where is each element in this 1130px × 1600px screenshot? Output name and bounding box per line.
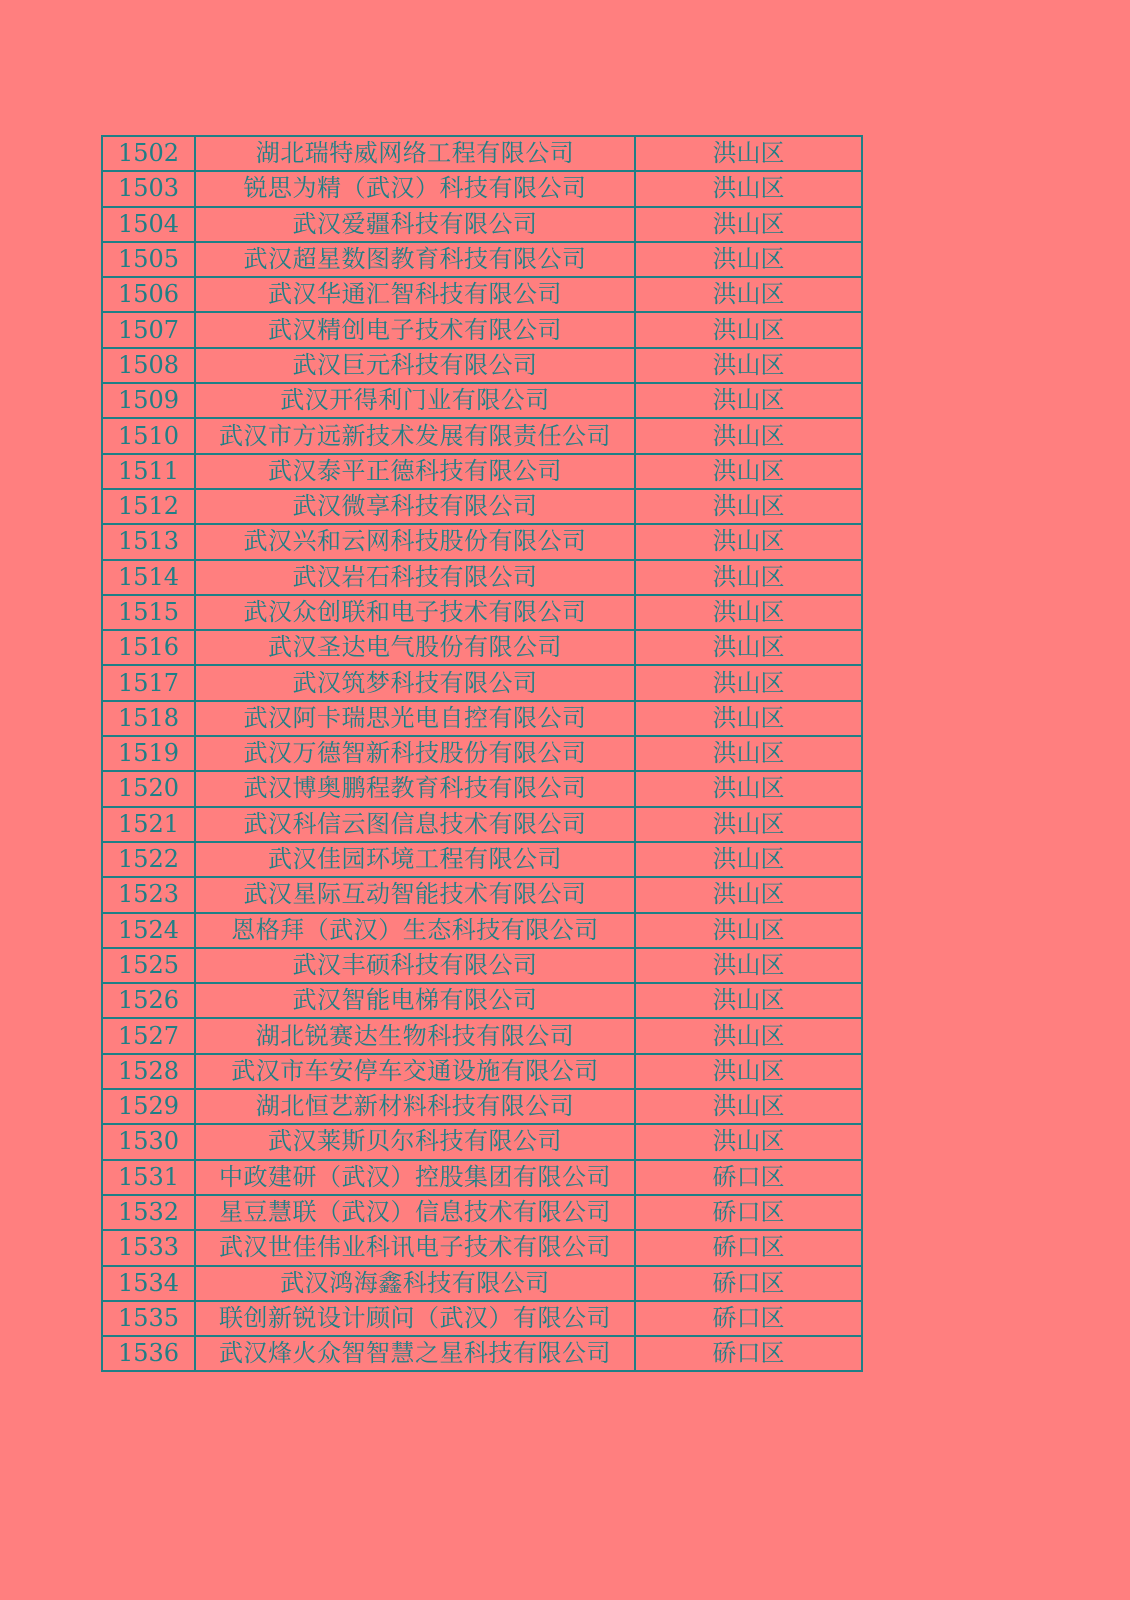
table-row [102, 736, 862, 771]
table-row [102, 524, 862, 559]
company-name-cell: 武汉圣达电气股份有限公司 [195, 630, 635, 665]
row-number-cell: 1529 [102, 1089, 195, 1124]
table-body [102, 136, 862, 1371]
district-cell: 硚口区 [635, 1230, 862, 1265]
district-cell: 洪山区 [635, 1089, 862, 1124]
table-row [102, 1195, 862, 1230]
district-cell: 硚口区 [635, 1195, 862, 1230]
company-name-cell: 湖北恒艺新材料科技有限公司 [195, 1089, 635, 1124]
row-number-cell: 1513 [102, 524, 195, 559]
row-number-cell: 1534 [102, 1266, 195, 1301]
company-name-cell: 武汉开得利门业有限公司 [195, 383, 635, 418]
district-cell: 洪山区 [635, 277, 862, 312]
company-name-cell: 武汉泰平正德科技有限公司 [195, 454, 635, 489]
table-row [102, 1089, 862, 1124]
district-cell: 洪山区 [635, 136, 862, 171]
row-number-cell: 1507 [102, 312, 195, 347]
row-number-cell: 1532 [102, 1195, 195, 1230]
district-cell: 洪山区 [635, 1054, 862, 1089]
district-cell: 洪山区 [635, 1018, 862, 1053]
company-name-cell: 武汉科信云图信息技术有限公司 [195, 807, 635, 842]
table-row [102, 1301, 862, 1336]
table-row [102, 1018, 862, 1053]
row-number-cell: 1535 [102, 1301, 195, 1336]
table-row [102, 807, 862, 842]
table-row [102, 383, 862, 418]
table-row [102, 171, 862, 206]
row-number-cell: 1525 [102, 948, 195, 983]
row-number-cell: 1502 [102, 136, 195, 171]
table-row [102, 913, 862, 948]
company-name-cell: 武汉华通汇智科技有限公司 [195, 277, 635, 312]
district-cell: 洪山区 [635, 913, 862, 948]
table-row [102, 983, 862, 1018]
district-cell: 洪山区 [635, 807, 862, 842]
district-cell: 洪山区 [635, 383, 862, 418]
row-number-cell: 1527 [102, 1018, 195, 1053]
row-number-cell: 1511 [102, 454, 195, 489]
company-name-cell: 湖北瑞特威网络工程有限公司 [195, 136, 635, 171]
row-number-cell: 1515 [102, 595, 195, 630]
district-cell: 洪山区 [635, 560, 862, 595]
table-row [102, 136, 862, 171]
company-name-cell: 武汉兴和云网科技股份有限公司 [195, 524, 635, 559]
company-name-cell: 武汉超星数图教育科技有限公司 [195, 242, 635, 277]
table-row [102, 630, 862, 665]
row-number-cell: 1508 [102, 348, 195, 383]
district-cell: 硚口区 [635, 1266, 862, 1301]
row-number-cell: 1519 [102, 736, 195, 771]
row-number-cell: 1509 [102, 383, 195, 418]
company-name-cell: 星豆慧联（武汉）信息技术有限公司 [195, 1195, 635, 1230]
company-name-cell: 武汉市车安停车交通设施有限公司 [195, 1054, 635, 1089]
company-name-cell: 武汉星际互动智能技术有限公司 [195, 877, 635, 912]
table-row [102, 1054, 862, 1089]
row-number-cell: 1505 [102, 242, 195, 277]
table-row [102, 1230, 862, 1265]
company-name-cell: 中政建研（武汉）控股集团有限公司 [195, 1160, 635, 1195]
district-cell: 洪山区 [635, 842, 862, 877]
district-cell: 硚口区 [635, 1160, 862, 1195]
company-name-cell: 武汉精创电子技术有限公司 [195, 312, 635, 347]
district-cell: 洪山区 [635, 242, 862, 277]
district-cell: 洪山区 [635, 418, 862, 453]
company-name-cell: 武汉阿卡瑞思光电自控有限公司 [195, 701, 635, 736]
district-cell: 洪山区 [635, 771, 862, 806]
district-cell: 洪山区 [635, 171, 862, 206]
district-cell: 洪山区 [635, 207, 862, 242]
row-number-cell: 1522 [102, 842, 195, 877]
row-number-cell: 1518 [102, 701, 195, 736]
company-name-cell: 武汉爱疆科技有限公司 [195, 207, 635, 242]
row-number-cell: 1506 [102, 277, 195, 312]
company-name-cell: 恩格拜（武汉）生态科技有限公司 [195, 913, 635, 948]
company-name-cell: 武汉烽火众智智慧之星科技有限公司 [195, 1336, 635, 1371]
table-row [102, 418, 862, 453]
row-number-cell: 1524 [102, 913, 195, 948]
table-row [102, 277, 862, 312]
row-number-cell: 1520 [102, 771, 195, 806]
district-cell: 洪山区 [635, 736, 862, 771]
row-number-cell: 1514 [102, 560, 195, 595]
district-cell: 洪山区 [635, 948, 862, 983]
district-cell: 硚口区 [635, 1301, 862, 1336]
district-cell: 洪山区 [635, 595, 862, 630]
table-row [102, 948, 862, 983]
table-row [102, 560, 862, 595]
company-name-cell: 武汉巨元科技有限公司 [195, 348, 635, 383]
row-number-cell: 1533 [102, 1230, 195, 1265]
table-row [102, 207, 862, 242]
district-cell: 洪山区 [635, 524, 862, 559]
company-name-cell: 武汉筑梦科技有限公司 [195, 665, 635, 700]
table-row [102, 877, 862, 912]
table-row [102, 842, 862, 877]
district-cell: 洪山区 [635, 665, 862, 700]
district-cell: 硚口区 [635, 1336, 862, 1371]
district-cell: 洪山区 [635, 489, 862, 524]
district-cell: 洪山区 [635, 348, 862, 383]
table-row [102, 454, 862, 489]
table-row [102, 489, 862, 524]
district-cell: 洪山区 [635, 701, 862, 736]
row-number-cell: 1510 [102, 418, 195, 453]
table-row [102, 701, 862, 736]
table-row [102, 312, 862, 347]
row-number-cell: 1517 [102, 665, 195, 700]
table-row [102, 1266, 862, 1301]
row-number-cell: 1526 [102, 983, 195, 1018]
row-number-cell: 1536 [102, 1336, 195, 1371]
row-number-cell: 1504 [102, 207, 195, 242]
company-name-cell: 武汉世佳伟业科讯电子技术有限公司 [195, 1230, 635, 1265]
district-cell: 洪山区 [635, 312, 862, 347]
company-name-cell: 武汉佳园环境工程有限公司 [195, 842, 635, 877]
row-number-cell: 1523 [102, 877, 195, 912]
company-name-cell: 武汉博奥鹏程教育科技有限公司 [195, 771, 635, 806]
row-number-cell: 1503 [102, 171, 195, 206]
district-cell: 洪山区 [635, 454, 862, 489]
district-cell: 洪山区 [635, 877, 862, 912]
table-row [102, 771, 862, 806]
table-row [102, 242, 862, 277]
company-name-cell: 湖北锐赛达生物科技有限公司 [195, 1018, 635, 1053]
company-name-cell: 武汉智能电梯有限公司 [195, 983, 635, 1018]
company-name-cell: 锐思为精（武汉）科技有限公司 [195, 171, 635, 206]
table-row [102, 348, 862, 383]
table-row [102, 1336, 862, 1371]
table-row [102, 1160, 862, 1195]
company-name-cell: 武汉岩石科技有限公司 [195, 560, 635, 595]
table-row [102, 1124, 862, 1159]
row-number-cell: 1521 [102, 807, 195, 842]
row-number-cell: 1531 [102, 1160, 195, 1195]
row-number-cell: 1528 [102, 1054, 195, 1089]
table-row [102, 665, 862, 700]
district-cell: 洪山区 [635, 1124, 862, 1159]
company-name-cell: 联创新锐设计顾问（武汉）有限公司 [195, 1301, 635, 1336]
district-cell: 洪山区 [635, 983, 862, 1018]
company-name-cell: 武汉众创联和电子技术有限公司 [195, 595, 635, 630]
company-name-cell: 武汉莱斯贝尔科技有限公司 [195, 1124, 635, 1159]
row-number-cell: 1512 [102, 489, 195, 524]
company-name-cell: 武汉市方远新技术发展有限责任公司 [195, 418, 635, 453]
company-table [101, 135, 863, 1372]
company-name-cell: 武汉微享科技有限公司 [195, 489, 635, 524]
company-name-cell: 武汉鸿海鑫科技有限公司 [195, 1266, 635, 1301]
company-name-cell: 武汉万德智新科技股份有限公司 [195, 736, 635, 771]
row-number-cell: 1530 [102, 1124, 195, 1159]
company-name-cell: 武汉丰硕科技有限公司 [195, 948, 635, 983]
district-cell: 洪山区 [635, 630, 862, 665]
table-row [102, 595, 862, 630]
row-number-cell: 1516 [102, 630, 195, 665]
